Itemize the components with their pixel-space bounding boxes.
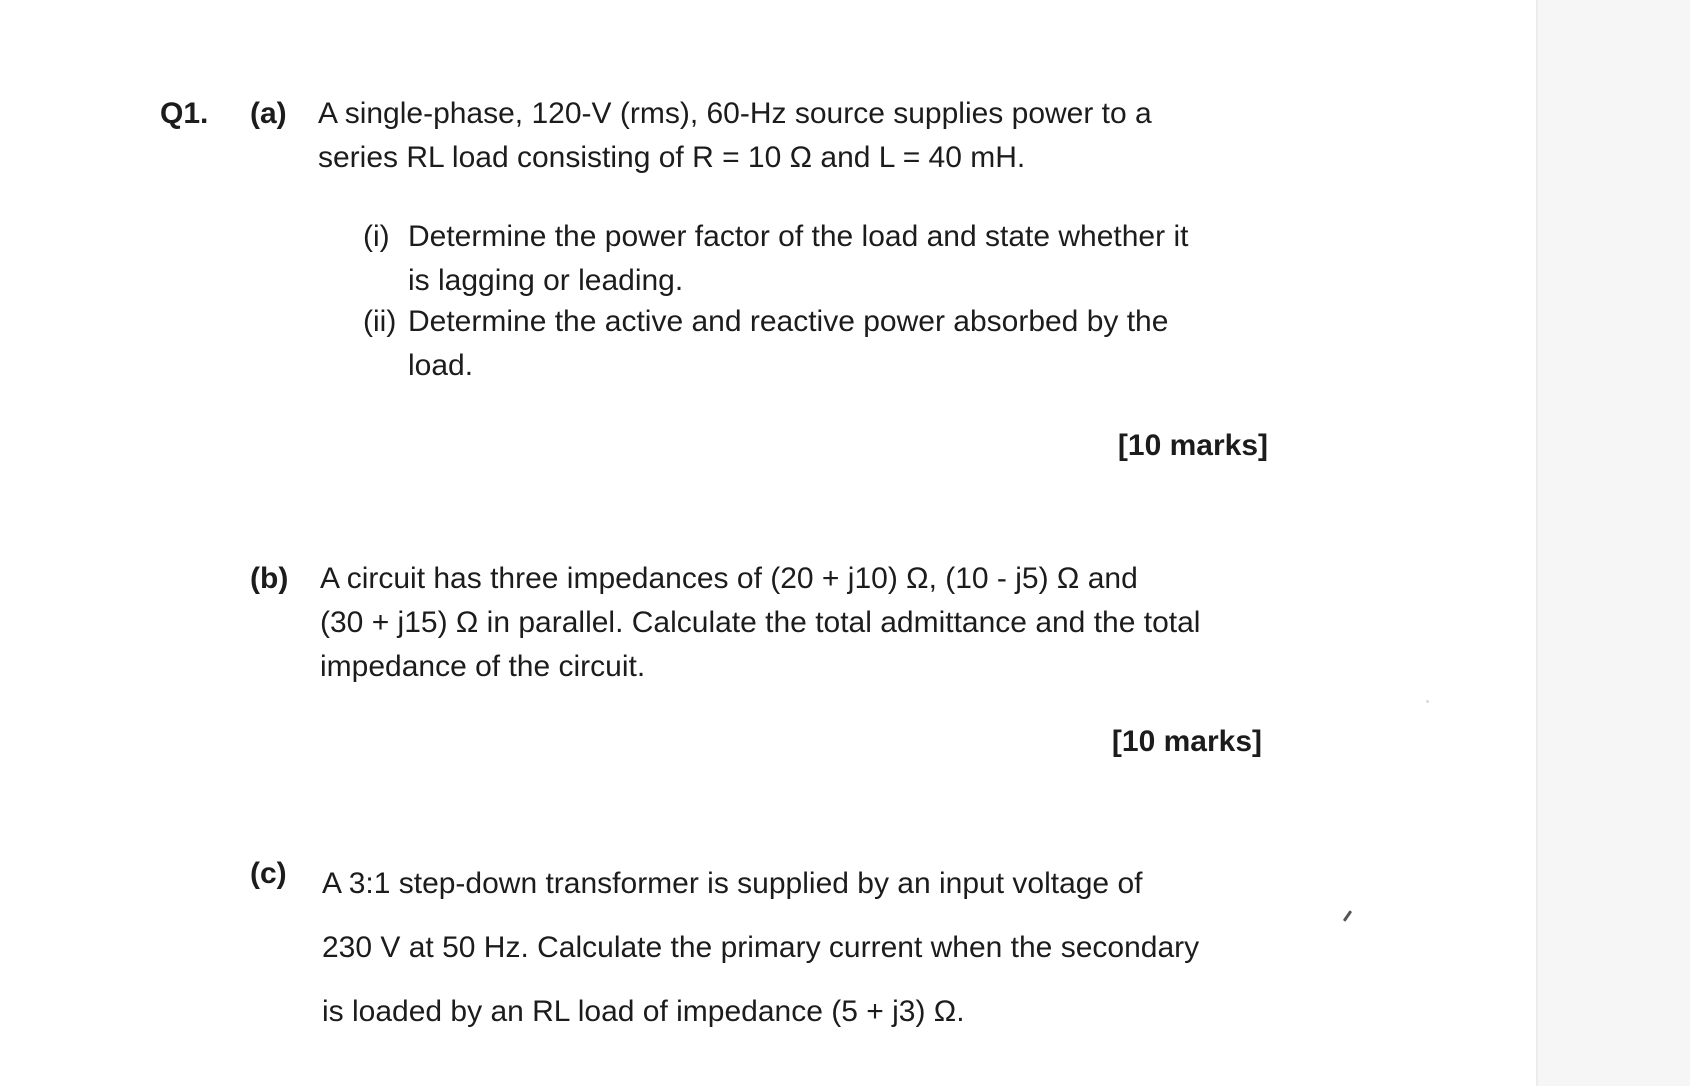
part-c-line: 230 V at 50 Hz. Calculate the primary current when the secondary bbox=[322, 931, 1200, 964]
sub-ii-line: Determine the active and reactive power absorbed by the bbox=[408, 305, 1169, 338]
part-b-line: A circuit has three impedances of (20 + j10) Ω, (10 - j5) Ω and bbox=[320, 562, 1138, 595]
part-b-text bbox=[320, 557, 1200, 689]
part-a-text bbox=[318, 92, 1152, 180]
sub-ii-text bbox=[408, 300, 1168, 388]
part-b-label: (b) bbox=[250, 562, 289, 595]
sub-i-line: Determine the power factor of the load and state whether it bbox=[408, 220, 1189, 253]
question-number: Q1. bbox=[160, 97, 209, 130]
page-margin-strip bbox=[1536, 0, 1690, 1086]
sub-ii-label: (ii) bbox=[363, 305, 397, 338]
scan-dust-dot bbox=[1426, 700, 1429, 703]
sub-ii-line: load. bbox=[408, 349, 474, 382]
part-b-line: (30 + j15) Ω in parallel. Calculate the total admittance and the total bbox=[320, 606, 1201, 639]
sub-i-text bbox=[408, 215, 1188, 303]
part-a-line: A single-phase, 120-V (rms), 60-Hz source supplies power to a bbox=[318, 97, 1152, 130]
part-a-sub-i bbox=[363, 215, 1188, 303]
part-a-marks: [10 marks] bbox=[1117, 429, 1268, 462]
scan-pen-mark bbox=[1343, 910, 1352, 922]
part-b-line: impedance of the circuit. bbox=[320, 650, 646, 683]
part-b-marks: [10 marks] bbox=[1111, 725, 1262, 758]
sub-i-line: is lagging or leading. bbox=[408, 264, 684, 297]
part-c-text bbox=[322, 852, 1199, 1044]
part-c-line: is loaded by an RL load of impedance (5 + j3) Ω. bbox=[322, 995, 965, 1028]
sub-i-label: (i) bbox=[363, 220, 390, 253]
part-a-label: (a) bbox=[250, 97, 287, 130]
part-c-label: (c) bbox=[250, 857, 287, 890]
part-c-line: A 3:1 step-down transformer is supplied by an input voltage of bbox=[322, 867, 1143, 900]
part-a-sub-ii bbox=[363, 300, 1168, 388]
part-a-line: series RL load consisting of R = 10 Ω and L = 40 mH. bbox=[318, 141, 1026, 174]
